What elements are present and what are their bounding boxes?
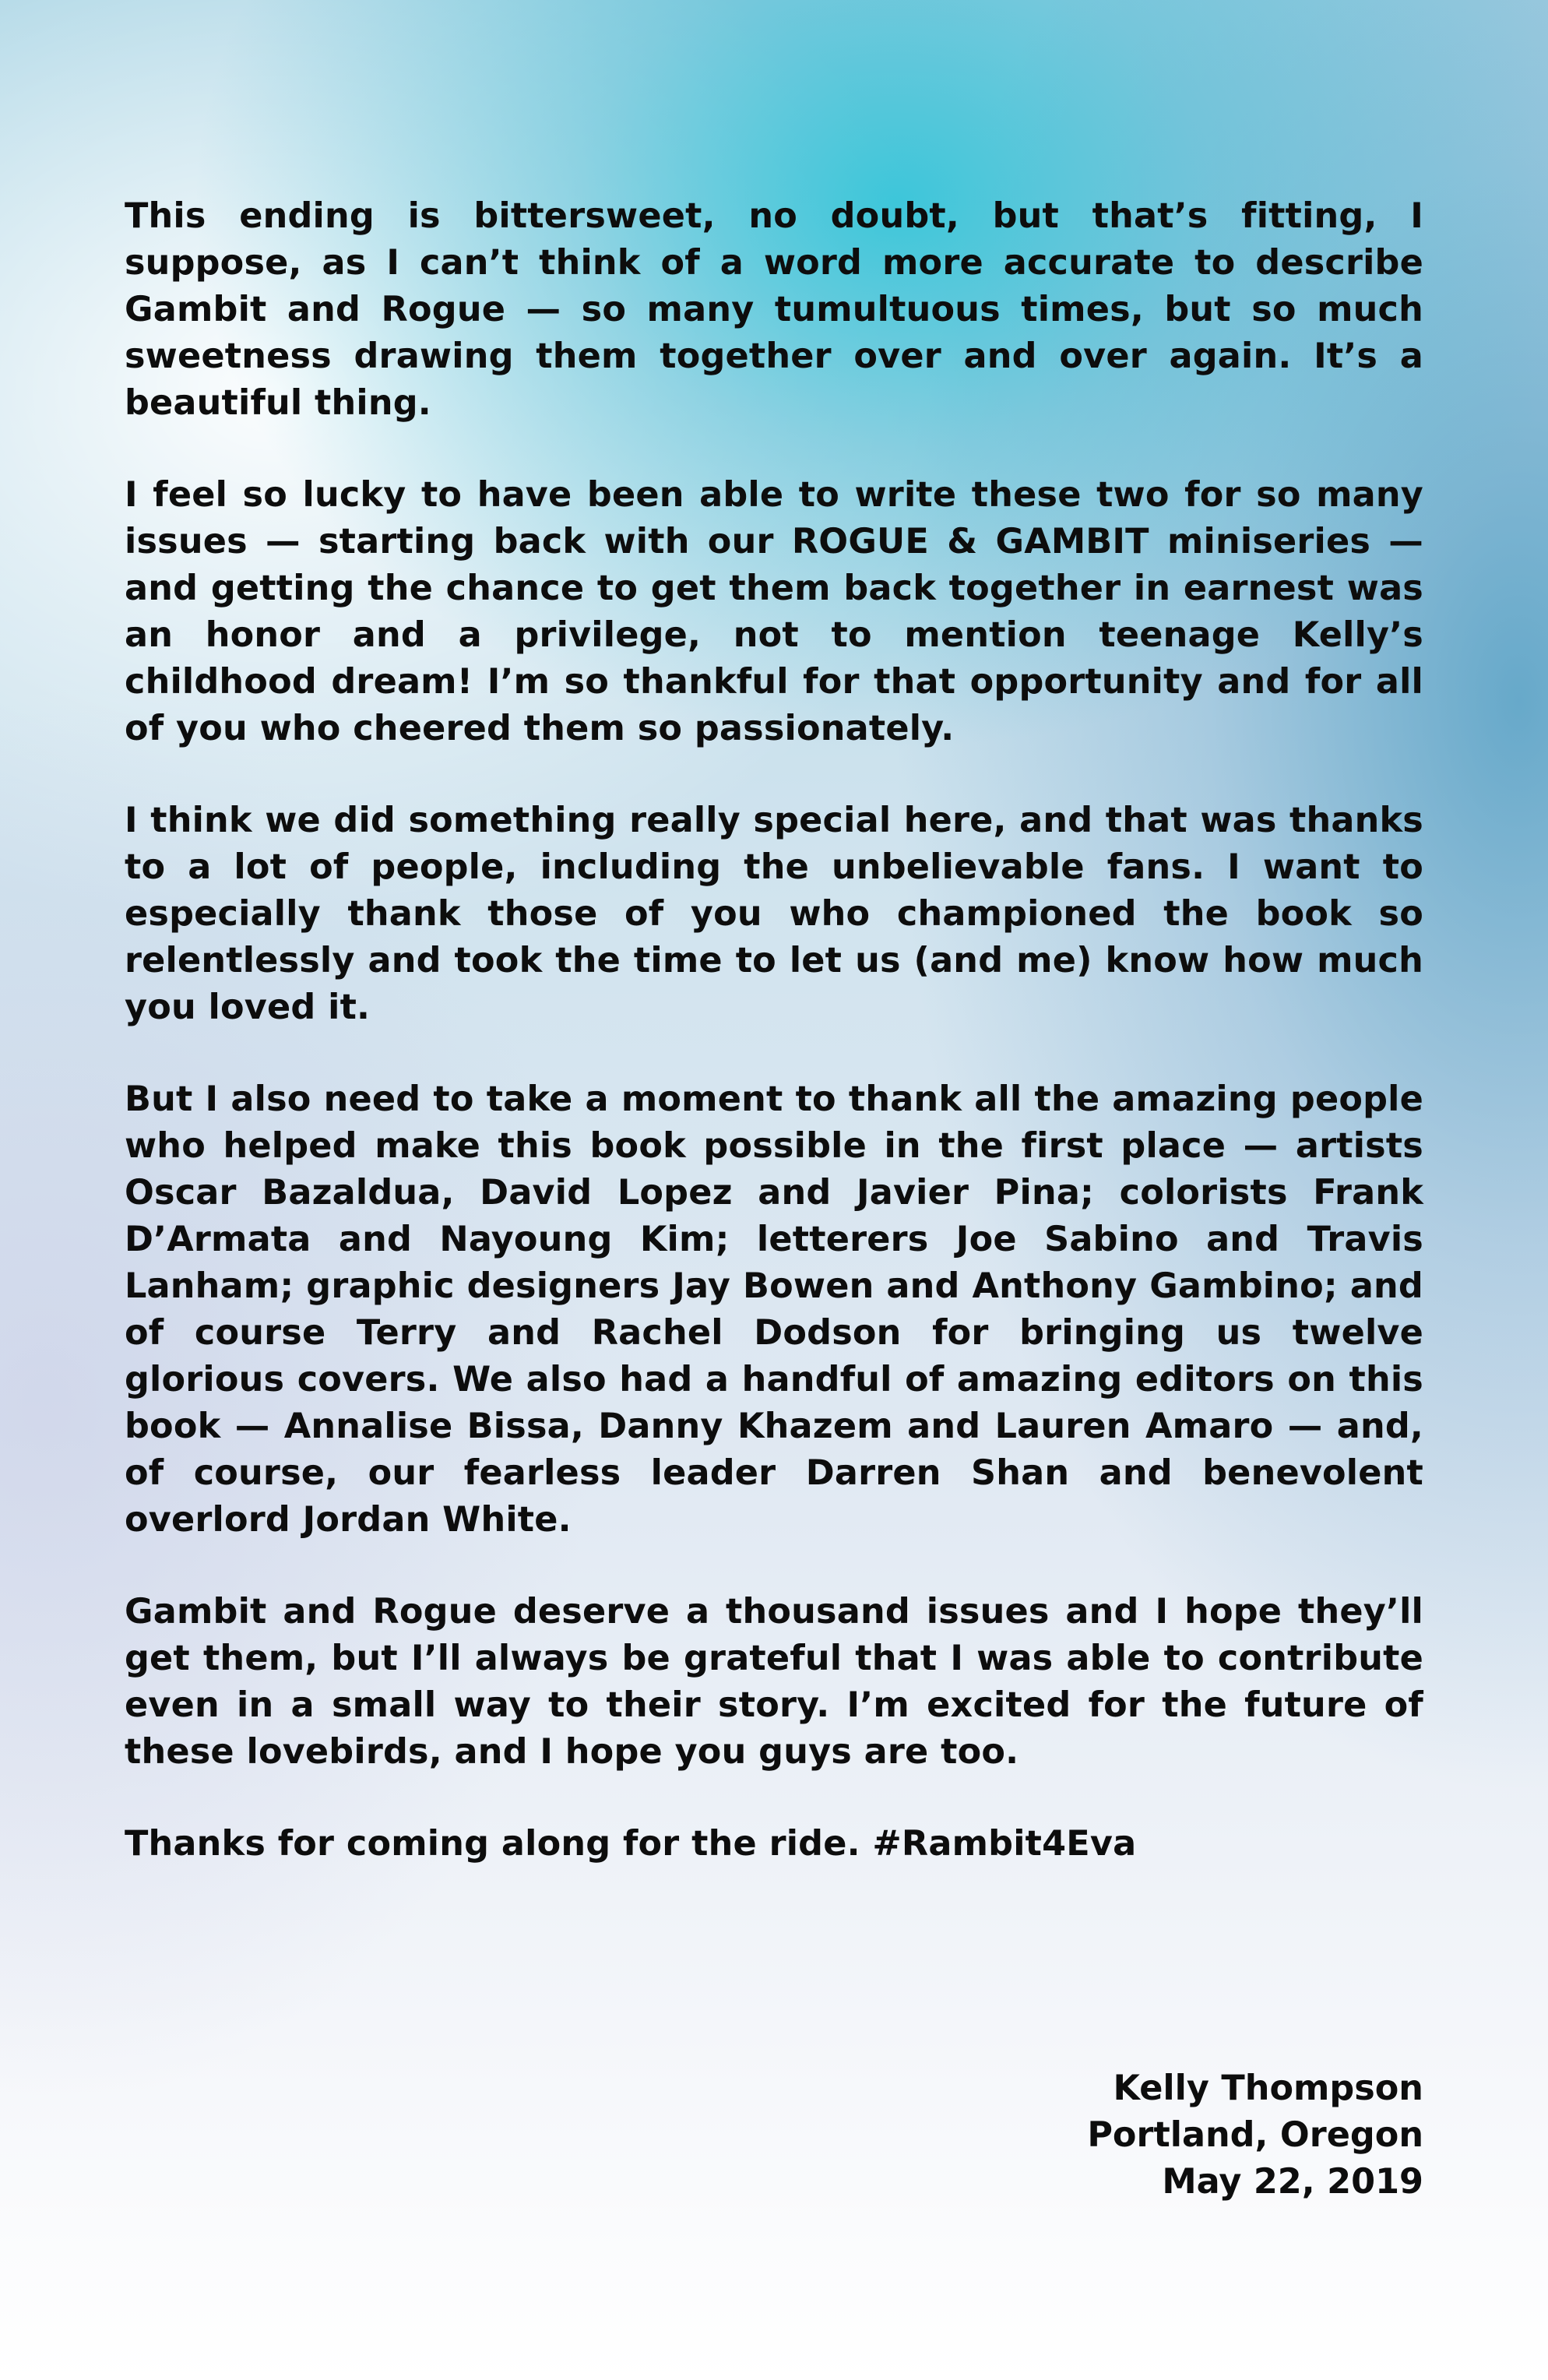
paragraph-lucky: I feel so lucky to have been able to write these two for so many issues — starting back with our ROGUE & GAMBIT miniseries — and getting the chance to get them back together in earnest was an honor and a privilege, not to mention teenage Kelly’s childhood dream! I’m so thankful for that opportunity and for all of you who cheered them so passionately. bbox=[125, 475, 1423, 748]
paragraph-special: I think we did something really special here, and that was thanks to a lot of people, including the unbelievable fans. I want to especially thank those of you who championed the book so relentlessly and took the time to let us (and me) know how much you loved it. bbox=[125, 801, 1423, 1027]
signature-location: Portland, Oregon bbox=[1087, 2115, 1423, 2155]
paragraph-ending: This ending is bittersweet, no doubt, but that’s fitting, I suppose, as I can’t think of a word more accurate to describe Gambit and Rogue — so many tumultuous times, but so much sweetness drawing them together over and over again. It’s a beautiful thing. bbox=[125, 196, 1423, 423]
signature-block bbox=[1087, 2065, 1423, 2206]
paragraph-thanks-credits: But I also need to take a moment to thank all the amazing people who helped make this book possible in the first place — artists Oscar Bazaldua, David Lopez and Javier Pina; colorists Frank D’Armata and Nayoung Kim; letterers Joe Sabino and Travis Lanham; graphic designers Jay Bowen and Anthony Gambino; and of course Terry and Rachel Dodson for bringing us twelve glorious covers. We also had a handful of amazing editors on this book — Annalise Bissa, Danny Khazem and Lauren Amaro — and, of course, our fearless leader Darren Shan and benevolent overlord Jordan White. bbox=[125, 1079, 1423, 1540]
paragraph-closing: Thanks for coming along for the ride. #Rambit4Eva bbox=[125, 1824, 1137, 1864]
letter-body bbox=[125, 193, 1423, 1913]
signature-name: Kelly Thompson bbox=[1113, 2068, 1423, 2108]
paragraph-future: Gambit and Rogue deserve a thousand issues and I hope they’ll get them, but I’ll always be grateful that I was able to contribute even in a small way to their story. I’m excited for the future of these lovebirds, and I hope you guys are too. bbox=[125, 1592, 1423, 1772]
signature-date: May 22, 2019 bbox=[1162, 2162, 1423, 2202]
